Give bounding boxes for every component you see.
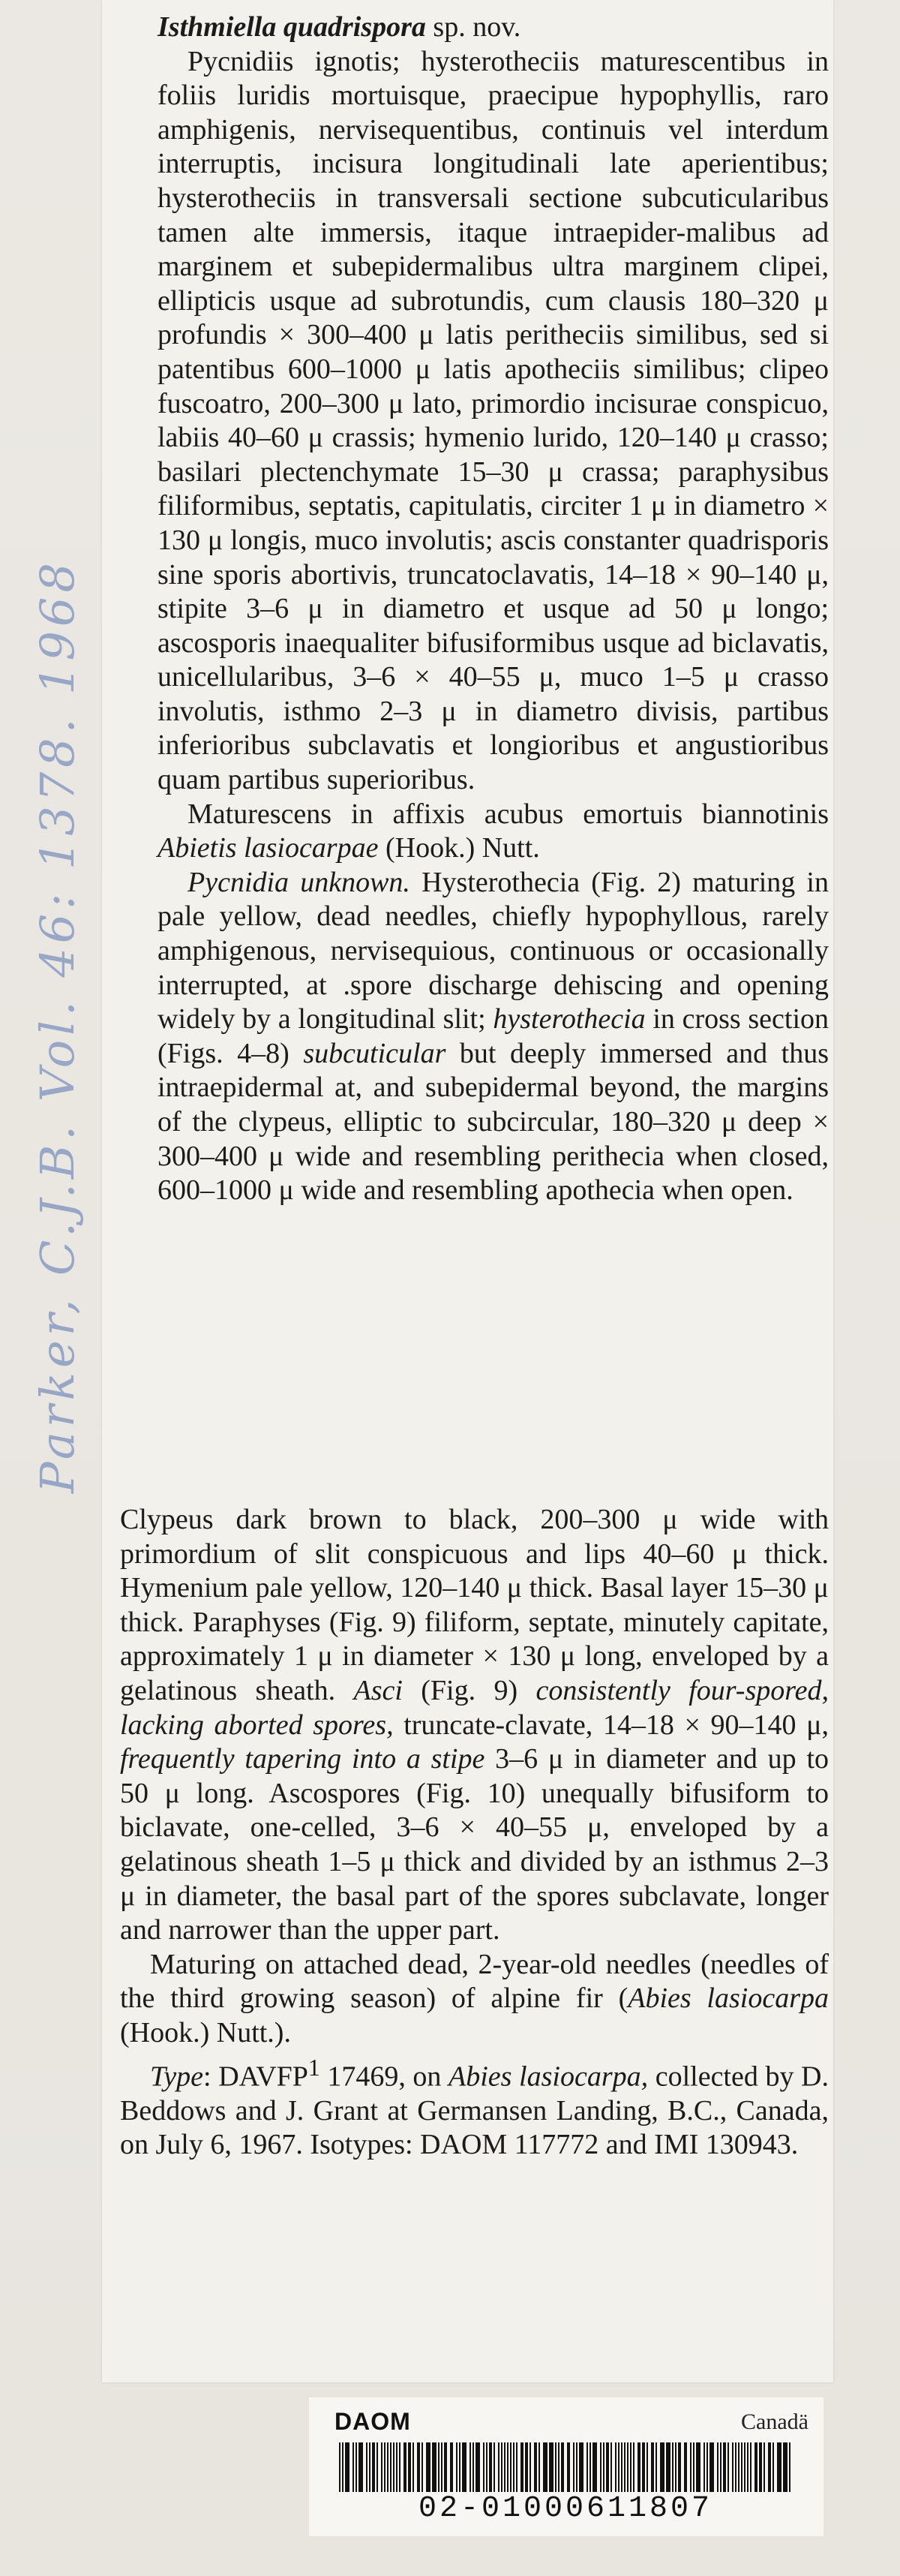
barcode-bar	[472, 2442, 474, 2492]
barcode-bar	[772, 2442, 774, 2492]
barcode-bar	[387, 2442, 388, 2492]
barcode-bar	[494, 2442, 495, 2492]
barcode-bar	[720, 2442, 722, 2492]
barcode-bar	[642, 2442, 645, 2492]
latin-paragraph-1: Pycnidiis ignotis; hysterotheciis maturescentibus in foliis luridis mortuisque, praecipue hypophyllis, raro amphigenis, nervisequentibus, continuis vel interdum interruptis, incisura longitudinali late aperientibus; hysterotheciis in transversali sectione subcuticularibus tamen alte immersis, itaque intraepider-malibus ad marginem et subepidermalibus ultra marginem clipei, ellipticis usque ad subrotundis, cum clausis 180–320 μ profundis × 300–400 μ latis peritheciis similibus, sed si patentibus 600–1000 μ latis apotheciis similibus; clipeo fuscoatro, 200–300 μ lato, primordio incisurae conspicuo, labiis 40–60 μ crassis; hymenio lurido, 120–140 μ crasso; basilari plectenchymate 15–30 μ crassa; paraphysibus filiformibus, septatis, capitulatis, circiter 1 μ in diametro × 130 μ longis, muco involutis; ascis constanter quadrisporis sine sporis abortivis, truncatoclavatis, 14–18 × 90–140 μ, stipite 3–6 μ in diametro et usque ad 50 μ longo; ascosporis inaequaliter bifusiformibus usque ad biclavatis, unicellularibus, 3–6 × 40–55 μ, muco 1–5 μ crasso involutis, isthmo 2–3 μ in diametro divisis, partibus inferioribus subclavatis et longioribus et angustioribus quam partibus superioribus.	[158, 45, 829, 796]
barcode-bar	[450, 2442, 453, 2492]
barcode-bar	[789, 2442, 790, 2492]
barcode-bar	[422, 2442, 423, 2492]
barcode-bar	[592, 2442, 597, 2492]
barcode-bar	[470, 2442, 471, 2492]
barcode-bar	[696, 2442, 700, 2492]
barcode-bar	[345, 2442, 350, 2492]
barcode-bar	[342, 2442, 344, 2492]
barcode-bar	[549, 2442, 554, 2492]
species-suffix: sp. nov.	[425, 11, 521, 43]
specimen-label	[309, 2397, 824, 2536]
barcode-bar	[501, 2442, 502, 2492]
barcode-bar	[444, 2442, 447, 2492]
barcode-bar	[684, 2442, 687, 2492]
barcode-bar	[741, 2442, 742, 2492]
barcode-bar	[555, 2442, 556, 2492]
barcode-bar	[417, 2442, 420, 2492]
barcode-bar	[534, 2442, 537, 2492]
herbarium-code: DAOM	[334, 2408, 411, 2435]
english-description	[120, 1503, 829, 2163]
barcode-bar	[586, 2442, 588, 2492]
barcode-bar	[510, 2442, 512, 2492]
barcode-bar	[579, 2442, 584, 2492]
barcode-bar	[358, 2442, 363, 2492]
barcode-bar	[656, 2442, 657, 2492]
barcode-bar	[438, 2442, 440, 2492]
barcode-bar	[339, 2442, 340, 2492]
barcode-bar	[590, 2442, 591, 2492]
barcode-bar	[476, 2442, 480, 2492]
barcode-bar	[627, 2442, 628, 2492]
barcode-bar	[462, 2442, 466, 2492]
barcode-bar	[638, 2442, 640, 2492]
handwritten-citation: Parker, C.J.B. Vol. 46: 1378. 1968	[30, 558, 85, 1493]
species-name: Isthmiella quadrispora	[158, 11, 426, 43]
barcode-bar	[744, 2442, 746, 2492]
canada-wordmark: Canadä	[741, 2409, 808, 2434]
latin-diagnosis	[158, 11, 829, 1208]
barcode-bar	[728, 2442, 729, 2492]
barcode-bar	[456, 2442, 458, 2492]
barcode-bar	[675, 2442, 676, 2492]
barcode-bar	[393, 2442, 394, 2492]
barcode-bar	[666, 2442, 670, 2492]
barcode-bar	[603, 2442, 604, 2492]
barcode-bar	[356, 2442, 357, 2492]
barcode-bar	[630, 2442, 632, 2492]
barcode-bar	[366, 2442, 368, 2492]
barcode-bar	[352, 2442, 354, 2492]
barcode-bar	[690, 2442, 692, 2492]
barcode-bar	[384, 2442, 386, 2492]
barcode-bar	[576, 2442, 578, 2492]
barcode-bar	[610, 2442, 612, 2492]
barcode-bar	[441, 2442, 442, 2492]
barcode-bar	[693, 2442, 694, 2492]
english-paragraph-2: Clypeus dark brown to black, 200–300 μ wide with primordium of slit conspicuous and lips 40–60 μ thick. Hymenium pale yellow, 120–140 μ thick. Basal layer 15–30 μ thick. Paraphyses (Fig. 9) filiform, septate, minutely capitate, approximately 1 μ in diameter × 130 μ long, enveloped by a gelatinous sheath. Asci (Fig. 9) consistently four-spored, lacking aborted spores, truncate-clavate, 14–18 × 90–140 μ, frequently tapering into a stipe 3–6 μ in diameter and up to 50 μ long. Ascospores (Fig. 10) unequally bifusiform to biclavate, one-celled, 3–6 × 40–55 μ, enveloped by a gelatinous sheath 1–5 μ thick and divided by an isthmus 2–3 μ in diameter, the basal part of the spores subclavate, longer and narrower than the upper part.	[120, 1504, 830, 1946]
barcode-bar	[390, 2442, 392, 2492]
barcode-bar	[717, 2442, 718, 2492]
barcode-bar	[483, 2442, 484, 2492]
barcode-bar	[432, 2442, 436, 2492]
species-heading	[158, 11, 829, 45]
barcode-bar	[573, 2442, 574, 2492]
barcode-bar	[710, 2442, 714, 2492]
barcode-bar	[615, 2442, 616, 2492]
barcode-bar	[600, 2442, 602, 2492]
barcode-bar	[723, 2442, 726, 2492]
barcode-bar	[735, 2442, 736, 2492]
barcode-bar	[543, 2442, 548, 2492]
barcode-bar	[633, 2442, 634, 2492]
barcode-bar	[567, 2442, 570, 2492]
barcode-bar	[513, 2442, 514, 2492]
barcode-bar	[750, 2442, 752, 2492]
barcode-bar	[706, 2442, 708, 2492]
barcode-bar	[561, 2442, 564, 2492]
barcode-bar	[396, 2442, 398, 2492]
barcode-bar	[538, 2442, 540, 2492]
english-paragraph-1: Pycnidia unknown. Hysterothecia (Fig. 2) maturing in pale yellow, dead needles, chiefly hypophyllous, rarely amphigenous, nervisequious, continuous or occasionally interrupted, at .spore discharge dehiscing and opening widely by a longitudinal slit; hysterothecia in cross section (Figs. 4–8) subcuticular but deeply immersed and thus intraepidermal at, and subepidermal beyond, the margins of the clypeus, elliptic to subcircular, 180–320 μ deep × 300–400 μ wide and resembling perithecia when closed, 600–1000 μ wide and resembling apothecia when open.	[158, 866, 829, 1207]
barcode-bar	[764, 2442, 765, 2492]
barcode-bar	[754, 2442, 758, 2492]
barcode-bar	[408, 2442, 411, 2492]
barcode-bar	[516, 2442, 518, 2492]
barcode-bar	[678, 2442, 681, 2492]
barcode-bar	[747, 2442, 748, 2492]
barcode-bar	[530, 2442, 531, 2492]
barcode-bar	[498, 2442, 500, 2492]
barcode-bar	[651, 2442, 654, 2492]
barcode-bar	[783, 2442, 788, 2492]
barcode-bar	[399, 2442, 400, 2492]
barcode-bar	[558, 2442, 560, 2492]
barcode-bar	[768, 2442, 771, 2492]
barcode-bar	[520, 2442, 524, 2492]
barcode-bar	[404, 2442, 406, 2492]
barcode	[339, 2442, 792, 2492]
barcode-number: 02-01000611807	[418, 2492, 713, 2526]
barcode-bar	[624, 2442, 626, 2492]
barcode-bar	[704, 2442, 705, 2492]
barcode-bar	[369, 2442, 370, 2492]
barcode-bar	[486, 2442, 488, 2492]
barcode-bar	[459, 2442, 460, 2492]
barcode-bar	[412, 2442, 414, 2492]
latin-paragraph-2: Maturescens in affixis acubus emortuis biannotinis Abietis lasiocarpae (Hook.) Nutt.	[158, 798, 829, 864]
barcode-bar	[732, 2442, 734, 2492]
barcode-bar	[372, 2442, 375, 2492]
barcode-bar	[507, 2442, 508, 2492]
english-paragraph-3: Maturing on attached dead, 2-year-old needles (needles of the third growing season) of alpine fir (Abies lasiocarpa (Hook.) Nutt.).	[120, 1948, 829, 2048]
barcode-bar	[489, 2442, 492, 2492]
barcode-bar	[660, 2442, 664, 2492]
barcode-bar	[646, 2442, 648, 2492]
barcode-bar	[426, 2442, 430, 2492]
barcode-bar	[618, 2442, 620, 2492]
barcode-bar	[621, 2442, 622, 2492]
barcode-bar	[525, 2442, 528, 2492]
barcode-bar	[606, 2442, 609, 2492]
barcode-bar	[504, 2442, 506, 2492]
barcode-bar	[738, 2442, 740, 2492]
barcode-bar	[672, 2442, 674, 2492]
barcode-bar	[759, 2442, 762, 2492]
english-paragraph-type: Type: DAVFP$^1$ 17469, on Abies lasiocarpa, collected by D. Beddows and J. Grant at Germansen Landing, B.C., Canada, on July 6, 1967. Isotypes: DAOM 117772 and IMI 130943.	[120, 2054, 829, 2161]
barcode-bar	[376, 2442, 378, 2492]
barcode-bar	[777, 2442, 782, 2492]
barcode-bar	[381, 2442, 382, 2492]
